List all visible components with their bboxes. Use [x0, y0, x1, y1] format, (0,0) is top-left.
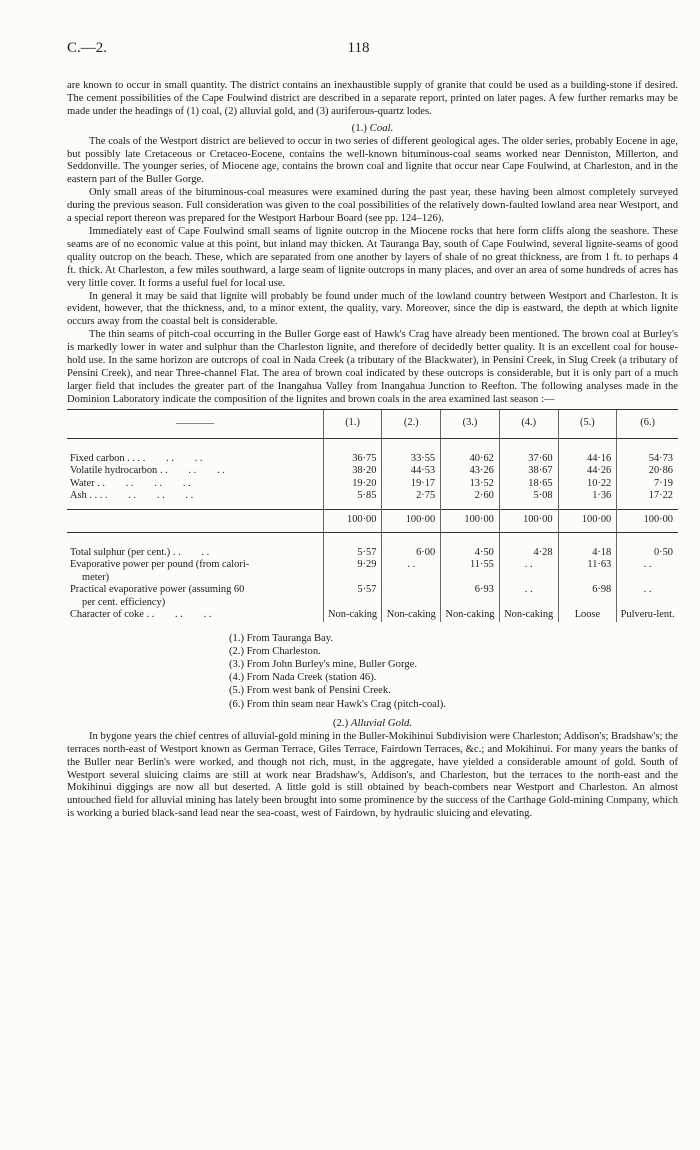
leader-dots: . . . . . . [146, 609, 212, 621]
paragraph: In bygone years the chief centres of alluvial-gold mining in the Buller-Mokihinui Subdivision were Charleston; Addison's; Bradshaw's; the terraces north-east of Westport known as German Terrace, Giles Terrace, Fairdown Terraces, &c.; and Mokihinui. For many years the banks of the Buller near Berlin's were worked, and though not rich, must, in the aggregate, have yielded a considerable amount of gold. South of Westport several sluicing claims are still at work near Bradshaw's, Addison's, and Charleston, but the terraces to the north-east and the Mokihinui diggings are now all but deserted. A little gold is still obtained by beach-combers near Westport and Charleston. An almost untouched field for alluvial mining has lately been brought into some prominence by the success of the Carthage Gold-mining Company, which is working a buried black-sand lead near the sea-coast, west of Fairdown, by hydraulic sluicing and elevating. [67, 730, 678, 820]
table-cell: . . [382, 559, 441, 584]
table-cell: 5·08 [499, 490, 558, 503]
table-cell: Non-caking [441, 609, 500, 622]
sample-sources-list [229, 632, 678, 711]
table-cell: 5·57 [323, 584, 382, 609]
table-header-row [67, 409, 678, 438]
table-cell: Pulveru-lent. [617, 609, 678, 622]
paragraph: The coals of the Westport district are believed to occur in two series of different geological ages. The older series, probably Eocene in age, but possibly late Cretaceous or Cretaceo-Eocene, contains the well-known bituminous-coal seams worked near Denniston, Millerton, and Seddonville. The younger series, of Miocene age, contains the brown coal and lignite that occur near Cape Foulwind, at Charleston, and in the eastern part of the Buller Gorge. [67, 135, 678, 186]
table-row [67, 478, 678, 491]
table-cell: 44·26 [558, 465, 617, 478]
list-item: (2.) From Charleston. [229, 645, 321, 657]
list-item: (6.) From thin seam near Hawk's Crag (pitch-coal). [229, 698, 446, 710]
section-heading-alluvial-gold [67, 717, 678, 730]
table-cell: 13·52 [441, 478, 500, 491]
table-cell: Loose [558, 609, 617, 622]
row-label: Ash . . [70, 490, 98, 502]
report-reference: C.—2. [67, 40, 108, 56]
table-cell: 7·19 [617, 478, 678, 491]
leader-dots: . . . . . . [159, 465, 225, 477]
table-row [67, 465, 678, 478]
table-cell: 2·60 [441, 490, 500, 503]
table-cell: 19·17 [382, 478, 441, 491]
section-number: (2.) [332, 716, 349, 729]
table-cell: 5·85 [323, 490, 382, 503]
table-cell: 4·50 [441, 547, 500, 560]
table-cell: 0·50 [617, 547, 678, 560]
row-label: Practical evaporative power (assuming 60 [70, 584, 245, 596]
leader-dots: . . . . [172, 546, 210, 558]
row-label-continued: per cent. efficiency) [82, 596, 166, 608]
list-item: (5.) From west bank of Pensini Creek. [229, 685, 391, 697]
leader-dots: . . . . . . . . [99, 490, 194, 502]
table-cell: Non-caking [382, 609, 441, 622]
row-label: Fixed carbon . . [70, 452, 135, 464]
page-header [67, 40, 650, 62]
table-cell: 43·26 [441, 465, 500, 478]
section-heading-coal [67, 122, 678, 135]
table-cell: 6·93 [441, 584, 500, 609]
section-title: Coal. [369, 121, 394, 134]
table-row [67, 584, 678, 609]
page-body [67, 80, 678, 821]
total-cell: 100·00 [382, 509, 441, 532]
table-cell: 19·20 [323, 478, 382, 491]
header-blank-cell [67, 409, 323, 438]
table-cell: . . [499, 584, 558, 609]
table-row [67, 547, 678, 560]
table-cell: 6·00 [382, 547, 441, 560]
table-cell: Non-caking [499, 609, 558, 622]
column-header: (5.) [558, 409, 617, 438]
table-cell: . . [617, 584, 678, 609]
total-cell: 100·00 [499, 509, 558, 532]
column-header: (4.) [499, 409, 558, 438]
section-title: Alluvial Gold. [350, 716, 413, 729]
table-cell: 18·65 [499, 478, 558, 491]
paragraph: The thin seams of pitch-coal occurring in the Buller Gorge east of Hawk's Crag have already been mentioned. The brown coal at Burley's is markedly lower in water and sulphur than the Charleston lignite, and therefore of decidedly better quality. It is an excellent coal for house-hold use. In the same horizon are outcrops of coal in Nada Creek (a tributary of the Blackwater), in Pensini Creek, in Slug Creek (a tributary of Pensini Creek), and near Three-channel Flat. The area of brown coal indicated by these outcrops is considerable, but it is only part of a much larger field that includes the greater part of the Inangahua Valley from Inangahua Junction to Reefton. The following analyses made in the Dominion Laboratory indicate the composition of the lignites and brown coals in the area examined last season :— [67, 329, 678, 405]
table-cell: . . [617, 559, 678, 584]
row-label-continued: meter) [82, 571, 110, 583]
page-number: 118 [347, 40, 370, 56]
table-cell: 10·22 [558, 478, 617, 491]
list-item: (4.) From Nada Creek (station 46). [229, 672, 377, 684]
row-label: Evaporative power per pound (from calori- [70, 559, 250, 571]
table-cell: 17·22 [617, 490, 678, 503]
total-cell: 100·00 [558, 509, 617, 532]
paragraph: Immediately east of Cape Foulwind small seams of lignite outcrop in the Miocene rocks that here form cliffs along the seashore. These seams are of no economic value at this point, but inland may thicken. At Tauranga Bay, south of Cape Foulwind, several lignite-seams of good quality outcrop on the beach. These, which are separated from one another by layers of shale of no great thickness, are from 1 ft. to perhaps 4 ft. thick. At Charleston, a few miles southward, a large seam of lignite outcrops in many places, and over an area of some hundreds of acres has very little cover. It forms a useful fuel for local use. [67, 225, 678, 289]
table-cell: Non-caking [323, 609, 382, 622]
table-cell: 9·29 [323, 559, 382, 584]
table-cell: 4·18 [558, 547, 617, 560]
row-label: Character of coke [70, 609, 144, 621]
table-cell: . . [499, 559, 558, 584]
table-cell: 4·28 [499, 547, 558, 560]
section-number: (1.) [351, 121, 367, 134]
table-cell: 40·62 [441, 453, 500, 466]
table-row [67, 609, 678, 622]
row-label: Volatile hydrocarbon [70, 465, 158, 477]
row-label: Total sulphur (per cent.) [70, 546, 171, 558]
table-row [67, 559, 678, 584]
leader-dots: . . . . . . . . [97, 477, 191, 489]
totals-row [67, 509, 678, 532]
paragraph: In general it may be said that lignite will probably be found under much of the lowland country between Westport and Charleston. It is evident, however, that the thickness, and, to a minor extent, the quality, vary. Moreover, since the dip is eastward, the depth at which lignite occurs away from the coastal belt is considerable. [67, 290, 678, 328]
table-cell: 11·63 [558, 559, 617, 584]
total-cell: 100·00 [323, 509, 382, 532]
table-cell: 20·86 [617, 465, 678, 478]
table-cell [382, 584, 441, 609]
table-row [67, 490, 678, 503]
intro-paragraph: are known to occur in small quantity. The district contains an inexhaustible supply of granite that could be used as a building-stone if desired. The cement possibilities of the Cape Foulwind district are described in a separate report, printed on later pages. A few further remarks may be made under the headings of (1) coal, (2) alluvial gold, and (3) auriferous-quartz lodes. [67, 80, 678, 117]
paragraph: Only small areas of the bituminous-coal measures were examined during the past year, these having been almost completely surveyed during the previous season. Full consideration was given to the coal possibilities of the relatively down-faulted lowland area near Westport, and a special report thereon was prepared for the Westport Harbour Board (see pp. 124–126). [67, 187, 678, 225]
column-header: (2.) [382, 409, 441, 438]
table-cell: 54·73 [617, 453, 678, 466]
table-cell: 5·57 [323, 547, 382, 560]
table-cell: 1·36 [558, 490, 617, 503]
column-header: (6.) [617, 409, 678, 438]
table-cell: 33·55 [382, 453, 441, 466]
table-cell: 44·53 [382, 465, 441, 478]
list-item: (1.) From Tauranga Bay. [229, 632, 333, 644]
table-cell: 2·75 [382, 490, 441, 503]
table-cell: 11·55 [441, 559, 500, 584]
table-cell: 37·60 [499, 453, 558, 466]
total-cell: 100·00 [617, 509, 678, 532]
list-item: (3.) From John Burley's mine, Buller Gorge. [229, 659, 417, 671]
row-label: Water [70, 477, 95, 489]
column-header: (1.) [323, 409, 382, 438]
table-row [67, 453, 678, 466]
table-cell: 44·16 [558, 453, 617, 466]
total-cell: 100·00 [441, 509, 500, 532]
leader-dots: . . . . . . [137, 452, 203, 464]
table-cell: 38·67 [499, 465, 558, 478]
coal-analysis-table [67, 409, 678, 622]
table-cell: 38·20 [323, 465, 382, 478]
table-cell: 36·75 [323, 453, 382, 466]
column-header: (3.) [441, 409, 500, 438]
table-cell: 6·98 [558, 584, 617, 609]
